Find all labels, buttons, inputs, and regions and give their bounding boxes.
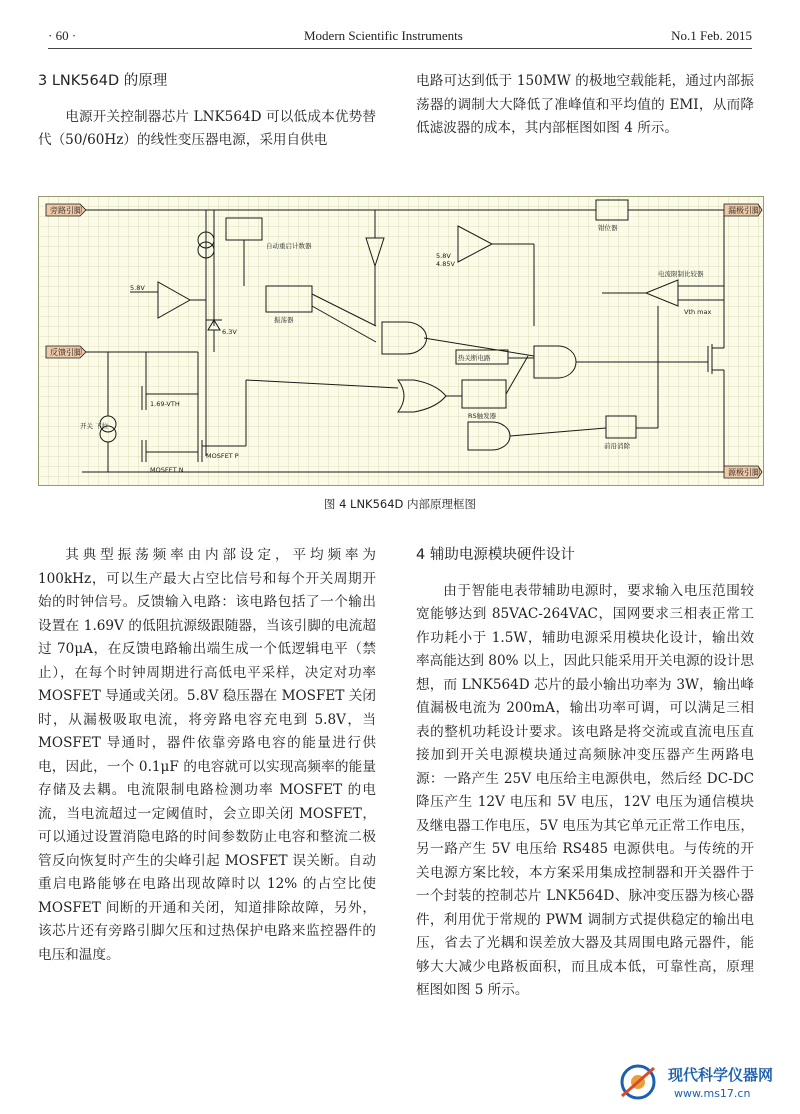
page-number: · 60 · — [48, 28, 77, 43]
label-mosfet-p: MOSFET P — [206, 452, 239, 460]
label-pulldown: 开关 下拉 — [80, 422, 109, 430]
pin-bypass: 旁路引脚 — [50, 206, 82, 215]
block-diagram-figure — [38, 196, 764, 486]
page-header — [48, 26, 752, 49]
site-watermark — [614, 1060, 794, 1110]
issue-info: No.1 Feb. 2015 — [671, 28, 752, 43]
label-rs-flipflop: RS触发器 — [468, 412, 497, 420]
left-column-bottom — [38, 544, 376, 967]
watermark-title: 现代科学仪器网 — [668, 1066, 774, 1084]
label-current-limit: 电流限制比较器 — [658, 270, 704, 278]
pin-drain: 漏极引脚 — [728, 206, 760, 215]
label-oscillator: 振荡器 — [274, 316, 294, 324]
label-vth: Vth max — [684, 308, 712, 316]
section-heading-4: 4 辅助电源模块硬件设计 — [416, 547, 575, 563]
right-column-top — [416, 70, 754, 141]
paragraph: 电源开关控制器芯片 LNK564D 可以低成本优势替代（50/60Hz）的线性变压器电源，采用自供电 — [38, 108, 376, 148]
label-6v3: 6.3V — [222, 328, 237, 336]
left-column-top — [38, 70, 376, 153]
label-1v69: 1.69-VTH — [150, 400, 180, 408]
label-5v8-b: 5.8V — [436, 252, 451, 260]
paragraph: 由于智能电表带辅助电源时，要求输入电压范围较宽能够达到 85VAC-264VAC，国网要求三相表正常工作功耗小于 1.5W，辅助电源采用模块化设计，输出效率高能达到 80% 以上，因此只能采用开关电源的设计思想，而 LNK564D 芯片的最小输出功率为 3W，输出峰值漏极电流为 200mA，输出功率可调，可以满足三相表的整机功耗设计要求。该电路是将交流或直流电压直接加到开关电源模块通过高频脉冲变压器产生两路电源：一路产生 25V 电压给主电源供电，然后经 DC-DC 降压产生 12V 电压和 5V 电压，12V 电压为通信模块及继电器工作电压，5V 电压为其它单元正常工作电压，另一路产生 5V 电压给 RS485 电源供电。与传统的开关电源方案比较，本方案采用集成控制器和开关器件于一个封装的控制芯片 LNK564D、脉冲变压器为核心器件，利用优于常规的 PWM 调制方式提供稳定的输出电压，省去了光耦和误差放大器及其周围电路元器件，能够大大减少电路板面积，而且成本低，可靠性高，原理框图如图 5 所示。 — [416, 582, 754, 998]
label-thermal: 热关断电路 — [458, 354, 491, 362]
label-reset-counter: 自动重启计数器 — [266, 242, 312, 250]
paragraph: 其典型振荡频率由内部设定，平均频率为 100kHz，可以生产最大占空比信号和每个开关周期开始的时钟信号。反馈输入电路：该电路包括了一个输出设置在 1.69V 的低阻抗源级跟随器，当该引脚的电流超过 70μA，在反馈电路输出端生成一个低逻辑电平（禁止），在每个时钟周期进行高低电平采样，决定对功率 MOSFET 导通或关闭。5.8V 稳压器在 MOSFET 关闭时，从漏极吸取电流，将旁路电容充电到 5.8V，当 MOSFET 导通时，器件依靠旁路电容的能量进行供电，因此，一个 0.1μF 的电容就可以实现高频率的能量存储及去耦。电流限制电路检测功率 MOSFET 的电流，当电流超过一定阈值时，会立即关闭 MOSFET，可以通过设置消隐电路的时间参数防止电容和整流二极管反向恢复时产生的尖峰引起 MOSFET 误关断。自动重启电路能够在电路出现故障时以 12% 的占空比使 MOSFET 间断的开通和关闭，知道排除故障，另外，该芯片还有旁路引脚欠压和过热保护电路来监控器件的电压和温度。 — [38, 547, 376, 963]
right-column-bottom — [416, 544, 754, 1003]
label-clamp: 钳位器 — [598, 224, 618, 232]
label-5v8-a: 5.8V — [130, 284, 145, 292]
section-heading-3: 3 LNK564D 的原理 — [38, 73, 168, 89]
label-4v85: 4.85V — [436, 260, 455, 268]
pin-source: 源极引脚 — [728, 468, 760, 477]
journal-name: Modern Scientific Instruments — [304, 28, 463, 43]
label-mosfet-n: MOSFET N — [150, 466, 184, 474]
figure-caption: 图 4 LNK564D 内部原理框图 — [323, 497, 477, 511]
pin-feedback: 反馈引脚 — [50, 348, 82, 357]
paragraph: 电路可达到低于 150MW 的极地空载能耗，通过内部振荡器的调制大大降低了准峰值和平均值的 EMI，从而降低滤波器的成本，其内部框图如图 4 所示。 — [416, 73, 754, 136]
watermark-logo-icon — [614, 1062, 664, 1106]
label-blanking: 前沿消除 — [604, 442, 630, 450]
watermark-url: www.ms17.cn — [674, 1087, 751, 1100]
